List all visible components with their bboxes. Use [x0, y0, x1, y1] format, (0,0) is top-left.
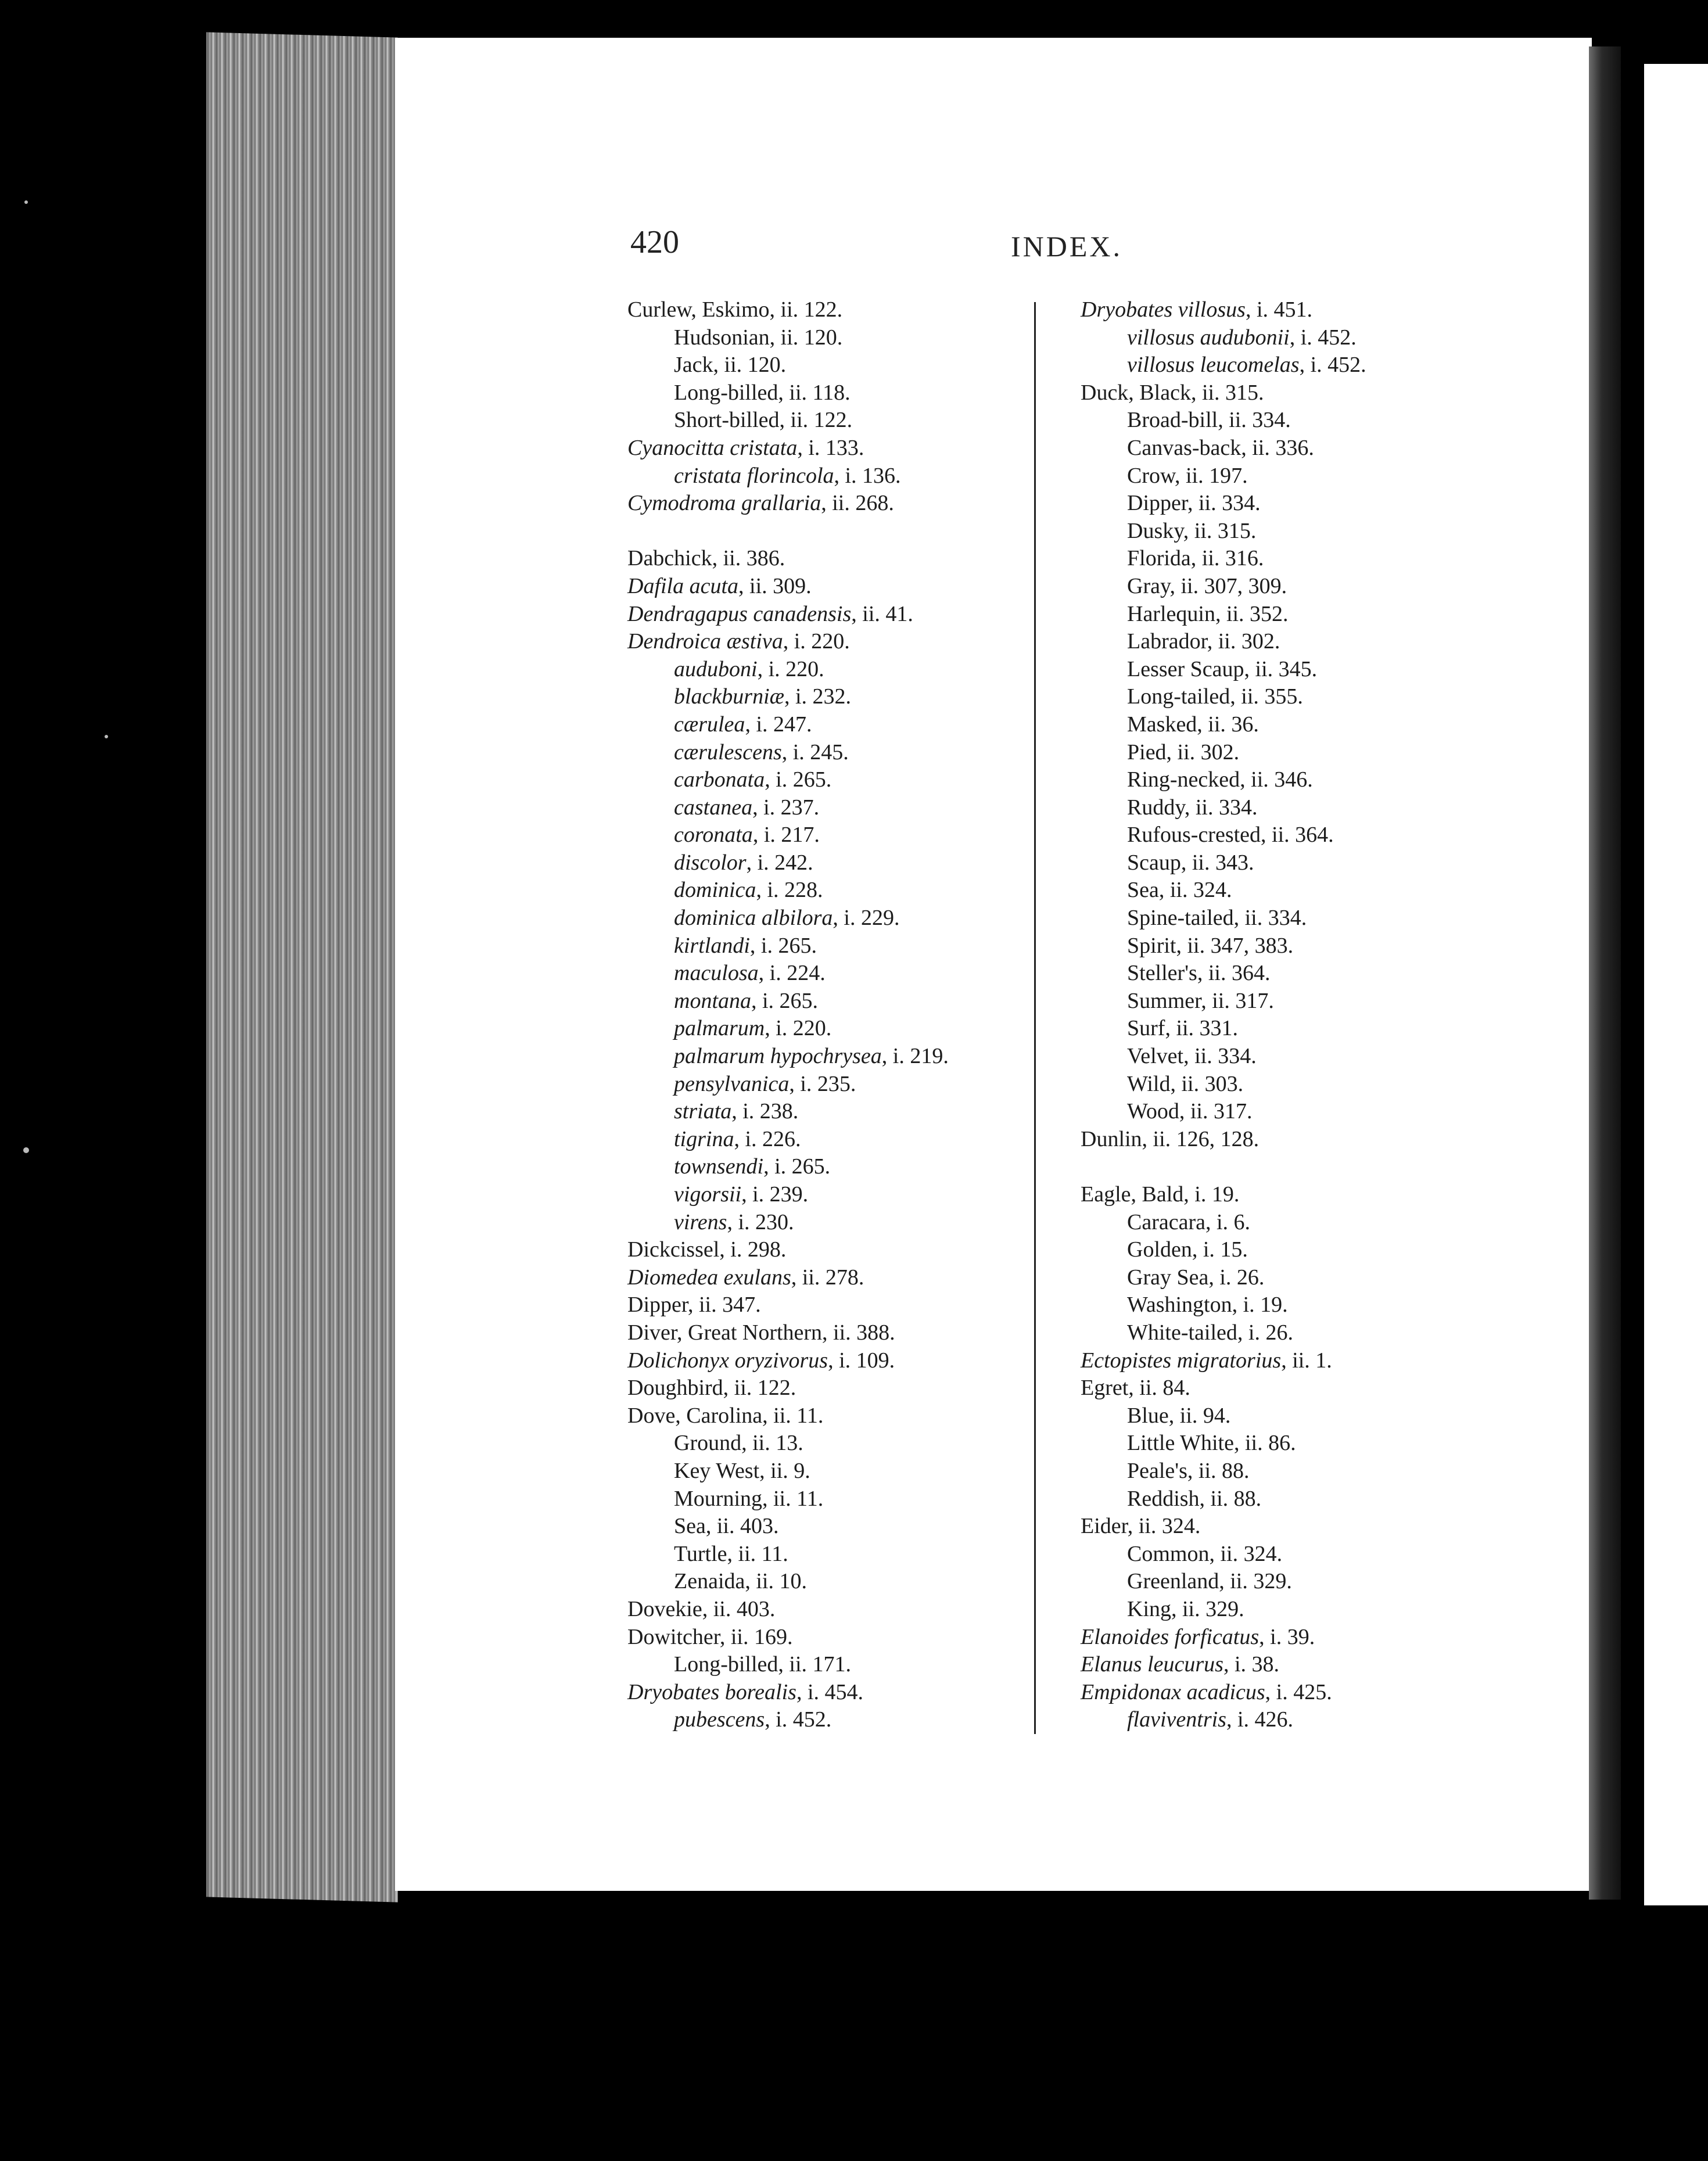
entry-text: , i. 245. [781, 740, 849, 764]
index-entry [1063, 849, 1470, 877]
entry-scientific-name: Dolichonyx oryzivorus [627, 1348, 828, 1373]
entry-text: Reddish, ii. 88. [1127, 1486, 1262, 1511]
index-entry [610, 849, 1017, 877]
entry-text: Surf, ii. 331. [1127, 1016, 1239, 1041]
index-entry [1063, 407, 1470, 435]
entry-scientific-name: Dryobates villosus [1081, 297, 1246, 322]
index-entry [1063, 601, 1470, 629]
entry-text: Turtle, ii. 11. [674, 1541, 788, 1566]
index-entry [1063, 1679, 1470, 1707]
index-entry [610, 1347, 1017, 1375]
index-entry [610, 1153, 1017, 1181]
index-entry [610, 766, 1017, 794]
entry-text: , i. 219. [881, 1044, 949, 1069]
section-gap [1063, 1153, 1470, 1181]
index-entry [610, 1015, 1017, 1043]
index-entry [610, 1126, 1017, 1154]
entry-scientific-name: castanea [674, 795, 753, 820]
index-entry [1063, 932, 1470, 960]
running-head: INDEX. [1011, 230, 1123, 263]
entry-text: , i. 109. [828, 1348, 895, 1373]
entry-text: , ii. 41. [851, 601, 913, 626]
page-block-edge [206, 32, 398, 1902]
index-entry [1063, 1541, 1470, 1568]
entry-text: Gray, ii. 307, 309. [1127, 573, 1287, 598]
index-entry [610, 545, 1017, 573]
index-entry [1063, 1181, 1470, 1209]
entry-text: , i. 265. [763, 1154, 831, 1179]
index-entry [610, 1458, 1017, 1485]
entry-text: Little White, ii. 86. [1127, 1431, 1296, 1456]
entry-scientific-name: Dryobates borealis [627, 1679, 796, 1704]
index-entry [1063, 1098, 1470, 1126]
index-entry [1063, 1458, 1470, 1485]
entry-text: Broad-bill, ii. 334. [1127, 408, 1291, 433]
entry-text: Crow, ii. 197. [1127, 463, 1248, 488]
entry-text: Dickcissel, i. 298. [627, 1237, 787, 1262]
entry-text: , i. 237. [752, 795, 820, 820]
entry-scientific-name: dominica albilora [674, 906, 833, 931]
entry-text: , i. 452. [765, 1707, 832, 1732]
index-entry [1063, 545, 1470, 573]
index-entry [610, 656, 1017, 684]
index-entry [1063, 1430, 1470, 1458]
index-entry [1063, 1126, 1470, 1154]
index-entry [610, 435, 1017, 462]
entry-text: Dunlin, ii. 126, 128. [1081, 1126, 1260, 1151]
entry-text: Dowitcher, ii. 169. [627, 1624, 793, 1649]
entry-scientific-name: Empidonax acadicus [1081, 1679, 1265, 1704]
entry-text: Dusky, ii. 315. [1127, 518, 1257, 543]
entry-text: , ii. 309. [738, 573, 812, 598]
entry-text: Ruddy, ii. 334. [1127, 795, 1258, 820]
index-entry [610, 407, 1017, 435]
index-entry [610, 462, 1017, 490]
entry-scientific-name: virens [674, 1209, 727, 1234]
entry-text: , ii. 268. [821, 491, 894, 516]
index-entry [1063, 1651, 1470, 1679]
entry-text: , i. 220. [757, 656, 824, 681]
entry-text: , i. 238. [731, 1099, 799, 1124]
index-entry [1063, 739, 1470, 767]
index-entry [610, 739, 1017, 767]
index-entry [610, 1624, 1017, 1652]
index-entry [610, 1651, 1017, 1679]
index-entry [610, 821, 1017, 849]
entry-text: Eider, ii. 324. [1081, 1514, 1201, 1539]
entry-scientific-name: Dendragapus canadensis [627, 601, 852, 626]
section-gap [610, 518, 1017, 545]
index-entry [610, 1541, 1017, 1568]
entry-scientific-name: carbonata [674, 767, 765, 792]
entry-text: Hudsonian, ii. 120. [674, 325, 843, 350]
entry-text: Long-billed, ii. 171. [674, 1652, 852, 1677]
entry-text: Rufous-crested, ii. 364. [1127, 823, 1334, 848]
entry-text: , i. 454. [796, 1679, 864, 1704]
entry-text: Labrador, ii. 302. [1127, 629, 1280, 654]
entry-text: Zenaida, ii. 10. [674, 1569, 807, 1594]
entry-scientific-name: cærulescens [674, 740, 782, 764]
index-column-left [610, 296, 1017, 1734]
index-entry [610, 1596, 1017, 1624]
index-entry [610, 1402, 1017, 1430]
entry-text: , i. 133. [797, 435, 864, 460]
entry-scientific-name: maculosa [674, 961, 759, 986]
column-rule [1034, 302, 1036, 1734]
entry-text: Scaup, ii. 343. [1127, 850, 1254, 875]
entry-text: Dovekie, ii. 403. [627, 1596, 776, 1621]
index-entry [1063, 988, 1470, 1015]
entry-text: , i. 452. [1299, 353, 1366, 378]
entry-scientific-name: palmarum hypochrysea [674, 1044, 882, 1069]
entry-text: Duck, Black, ii. 315. [1081, 380, 1264, 405]
entry-text: Wild, ii. 303. [1127, 1071, 1244, 1096]
entry-text: , i. 226. [734, 1126, 801, 1151]
index-entry [610, 1568, 1017, 1596]
entry-text: , ii. 1. [1281, 1348, 1332, 1373]
entry-text: Curlew, Eskimo, ii. 122. [627, 297, 843, 322]
index-entry [610, 877, 1017, 904]
entry-scientific-name: Ectopistes migratorius [1081, 1348, 1282, 1373]
index-entry [1063, 435, 1470, 462]
index-entry [610, 1319, 1017, 1347]
index-entry [1063, 656, 1470, 684]
entry-text: Dove, Carolina, ii. 11. [627, 1403, 824, 1428]
entry-text: , i. 265. [751, 988, 819, 1013]
entry-text: Dipper, ii. 347. [627, 1293, 761, 1318]
entry-scientific-name: pensylvanica [674, 1071, 790, 1096]
index-entry [610, 960, 1017, 988]
entry-scientific-name: blackburniæ [674, 684, 784, 709]
index-entry [1063, 1347, 1470, 1375]
entry-text: Florida, ii. 316. [1127, 546, 1264, 571]
entry-text: Eagle, Bald, i. 19. [1081, 1182, 1240, 1207]
entry-text: Sea, ii. 403. [674, 1514, 779, 1539]
entry-text: King, ii. 329. [1127, 1596, 1244, 1621]
entry-text: , i. 247. [745, 712, 812, 737]
index-entry [610, 1264, 1017, 1292]
entry-text: Diver, Great Northern, ii. 388. [627, 1320, 895, 1345]
entry-text: , i. 224. [758, 961, 826, 986]
entry-text: Steller's, ii. 364. [1127, 961, 1271, 986]
index-entry [1063, 794, 1470, 822]
index-entry [1063, 1071, 1470, 1099]
index-entry [610, 1236, 1017, 1264]
index-entry [610, 988, 1017, 1015]
entry-scientific-name: tigrina [674, 1126, 734, 1151]
index-entry [1063, 877, 1470, 904]
index-entry [610, 628, 1017, 656]
entry-text: , i. 425. [1265, 1679, 1332, 1704]
entry-text: , i. 235. [789, 1071, 856, 1096]
entry-text: Dabchick, ii. 386. [627, 546, 785, 571]
index-column-right [1063, 296, 1470, 1734]
index-entry [1063, 1513, 1470, 1541]
index-entry [610, 1485, 1017, 1513]
entry-text: , i. 239. [741, 1182, 809, 1207]
entry-scientific-name: flaviventris [1127, 1707, 1226, 1732]
entry-scientific-name: vigorsii [674, 1182, 742, 1207]
entry-text: Blue, ii. 94. [1127, 1403, 1231, 1428]
entry-text: Short-billed, ii. 122. [674, 408, 853, 433]
entry-text: , i. 38. [1223, 1652, 1279, 1677]
entry-text: , i. 39. [1259, 1624, 1315, 1649]
page-number: 420 [630, 224, 679, 260]
entry-scientific-name: auduboni [674, 656, 758, 681]
entry-text: Egret, ii. 84. [1081, 1376, 1190, 1401]
entry-text: , i. 265. [749, 933, 817, 958]
index-entry [1063, 573, 1470, 601]
index-entry [610, 601, 1017, 629]
entry-text: Wood, ii. 317. [1127, 1099, 1253, 1124]
entry-text: , i. 228. [756, 878, 823, 903]
entry-text: Dipper, ii. 334. [1127, 491, 1261, 516]
index-entry [1063, 1209, 1470, 1237]
index-entry [1063, 1596, 1470, 1624]
entry-text: Canvas-back, ii. 336. [1127, 435, 1314, 460]
entry-scientific-name: cristata florincola [674, 463, 834, 488]
background-speck [24, 200, 28, 204]
entry-text: , i. 242. [746, 850, 813, 875]
index-entry [610, 1430, 1017, 1458]
index-entry [1063, 683, 1470, 711]
index-entry [610, 1291, 1017, 1319]
entry-text: , i. 217. [752, 823, 820, 848]
index-entry [1063, 1236, 1470, 1264]
entry-scientific-name: dominica [674, 878, 756, 903]
index-entry [1063, 1374, 1470, 1402]
index-entry [1063, 904, 1470, 932]
index-entry [1063, 1568, 1470, 1596]
index-entry [610, 1513, 1017, 1541]
entry-text: , i. 265. [765, 767, 832, 792]
entry-text: Washington, i. 19. [1127, 1293, 1288, 1318]
entry-text: , i. 232. [784, 684, 852, 709]
entry-text: , i. 220. [765, 1016, 832, 1041]
index-entry [610, 296, 1017, 324]
entry-text: Greenland, ii. 329. [1127, 1569, 1292, 1594]
entry-text: Masked, ii. 36. [1127, 712, 1259, 737]
entry-text: Key West, ii. 9. [674, 1458, 810, 1483]
index-entry [1063, 1485, 1470, 1513]
index-entry [1063, 1015, 1470, 1043]
index-entry [610, 904, 1017, 932]
entry-scientific-name: kirtlandi [674, 933, 750, 958]
facing-page-edge [1644, 64, 1708, 1905]
entry-text: , i. 452. [1289, 325, 1357, 350]
index-entry [1063, 1706, 1470, 1734]
entry-text: Doughbird, ii. 122. [627, 1376, 796, 1401]
index-entry [1063, 1264, 1470, 1292]
entry-scientific-name: cærulea [674, 712, 745, 737]
entry-scientific-name: montana [674, 988, 751, 1013]
entry-text: Summer, ii. 317. [1127, 988, 1274, 1013]
entry-text: Spine-tailed, ii. 334. [1127, 906, 1307, 931]
entry-text: , i. 451. [1245, 297, 1312, 322]
index-entry [1063, 821, 1470, 849]
entry-scientific-name: coronata [674, 823, 753, 848]
index-entry [610, 1374, 1017, 1402]
index-entry [1063, 296, 1470, 324]
entry-scientific-name: Dafila acuta [627, 573, 739, 598]
index-entry [1063, 462, 1470, 490]
index-entry [610, 1071, 1017, 1099]
entry-scientific-name: Cymodroma grallaria [627, 491, 821, 516]
index-entry [1063, 518, 1470, 545]
entry-scientific-name: villosus leucomelas [1127, 353, 1300, 378]
entry-text: , i. 136. [834, 463, 901, 488]
index-entry [610, 1209, 1017, 1237]
index-entry [610, 711, 1017, 739]
entry-text: Long-billed, ii. 118. [674, 380, 851, 405]
index-entry [1063, 1402, 1470, 1430]
entry-text: , ii. 278. [791, 1265, 864, 1290]
entry-text: Lesser Scaup, ii. 345. [1127, 656, 1318, 681]
entry-text: Ring-necked, ii. 346. [1127, 767, 1313, 792]
entry-text: , i. 230. [727, 1209, 794, 1234]
entry-scientific-name: villosus audubonii [1127, 325, 1290, 350]
index-entry [610, 1679, 1017, 1707]
entry-text: Harlequin, ii. 352. [1127, 601, 1289, 626]
entry-scientific-name: Diomedea exulans [627, 1265, 791, 1290]
background-speck [105, 735, 108, 738]
index-entry [1063, 766, 1470, 794]
entry-text: Common, ii. 324. [1127, 1541, 1283, 1566]
entry-text: Pied, ii. 302. [1127, 740, 1240, 764]
entry-text: Golden, i. 15. [1127, 1237, 1248, 1262]
background-speck [23, 1147, 29, 1153]
entry-text: White-tailed, i. 26. [1127, 1320, 1293, 1345]
entry-text: , i. 229. [833, 906, 900, 931]
entry-text: Ground, ii. 13. [674, 1431, 803, 1456]
book-gutter [1589, 46, 1621, 1900]
entry-text: Sea, ii. 324. [1127, 878, 1232, 903]
index-entry [610, 932, 1017, 960]
entry-text: Velvet, ii. 334. [1127, 1044, 1257, 1069]
entry-text: , i. 426. [1226, 1707, 1294, 1732]
entry-scientific-name: Dendroica æstiva [627, 629, 783, 654]
entry-text: Spirit, ii. 347, 383. [1127, 933, 1294, 958]
index-entry [610, 1706, 1017, 1734]
entry-text: Jack, ii. 120. [674, 353, 787, 378]
index-entry [1063, 379, 1470, 407]
index-entry [610, 351, 1017, 379]
index-entry [1063, 1319, 1470, 1347]
entry-text: Peale's, ii. 88. [1127, 1458, 1250, 1483]
entry-scientific-name: striata [674, 1099, 732, 1124]
index-entry [610, 490, 1017, 518]
index-entry [1063, 1291, 1470, 1319]
entry-scientific-name: pubescens [674, 1707, 765, 1732]
entry-scientific-name: Elanus leucurus [1081, 1652, 1223, 1677]
entry-scientific-name: discolor [674, 850, 747, 875]
index-entry [1063, 960, 1470, 988]
index-entry [1063, 324, 1470, 352]
entry-text: Caracara, i. 6. [1127, 1209, 1251, 1234]
index-entry [610, 379, 1017, 407]
entry-text: Mourning, ii. 11. [674, 1486, 824, 1511]
index-entry [610, 1181, 1017, 1209]
index-entry [1063, 351, 1470, 379]
entry-text: Long-tailed, ii. 355. [1127, 684, 1303, 709]
entry-text: Gray Sea, i. 26. [1127, 1265, 1265, 1290]
index-entry [610, 683, 1017, 711]
index-entry [610, 1098, 1017, 1126]
entry-scientific-name: Cyanocitta cristata [627, 435, 798, 460]
index-entry [1063, 628, 1470, 656]
index-entry [610, 324, 1017, 352]
index-entry [610, 573, 1017, 601]
index-entry [1063, 1624, 1470, 1652]
index-entry [1063, 490, 1470, 518]
index-entry [610, 1043, 1017, 1071]
index-entry [1063, 711, 1470, 739]
entry-scientific-name: townsendi [674, 1154, 764, 1179]
entry-text: , i. 220. [783, 629, 850, 654]
entry-scientific-name: Elanoides forficatus [1081, 1624, 1260, 1649]
index-entry [610, 794, 1017, 822]
entry-scientific-name: palmarum [674, 1016, 765, 1041]
index-entry [1063, 1043, 1470, 1071]
